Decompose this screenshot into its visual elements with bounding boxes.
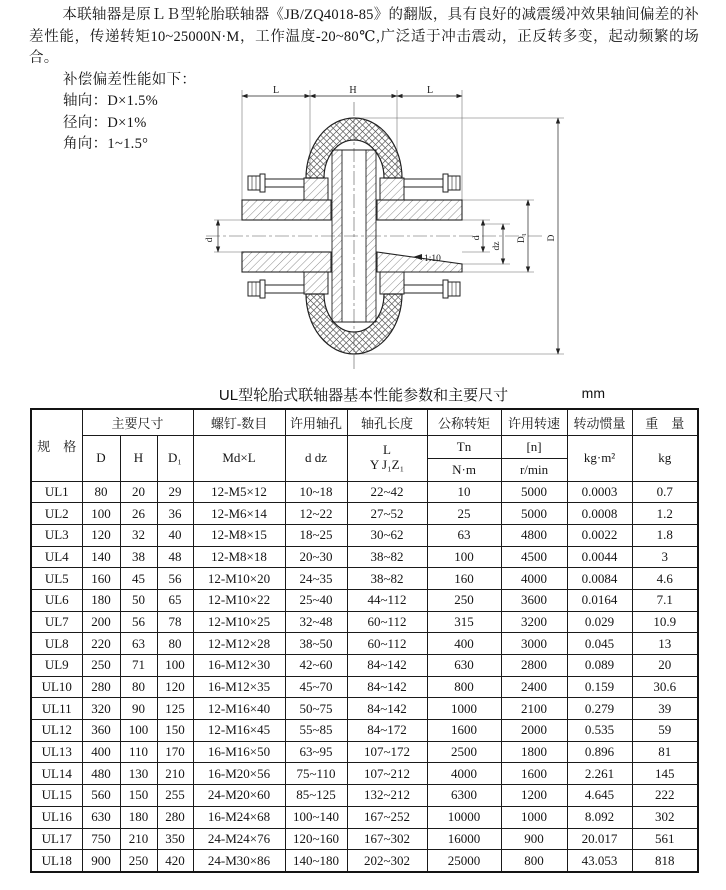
- dim-label-H: H: [349, 86, 357, 96]
- spec-cell: UL13: [31, 741, 82, 763]
- spec-cell: UL17: [31, 828, 82, 850]
- value-cell: 32: [120, 524, 157, 546]
- spec-cell: UL3: [31, 524, 82, 546]
- value-cell: 100: [427, 546, 501, 568]
- value-cell: 16-M20×56: [193, 763, 285, 785]
- value-cell: 280: [82, 676, 120, 698]
- value-cell: 120: [157, 676, 193, 698]
- header-speed-symbol: [n]: [501, 435, 567, 458]
- value-cell: 107~172: [347, 741, 427, 763]
- spec-cell: UL5: [31, 568, 82, 590]
- bore-length-types: Y J₁Z₁: [369, 457, 405, 472]
- value-cell: 12-M6×14: [193, 503, 285, 525]
- value-cell: 4.6: [632, 568, 698, 590]
- dim-label-D1: D₁: [517, 232, 527, 244]
- value-cell: 56: [120, 611, 157, 633]
- spec-cell: UL2: [31, 503, 82, 525]
- value-cell: 220: [82, 633, 120, 655]
- value-cell: 202~302: [347, 850, 427, 872]
- header-main-dims: 主要尺寸: [82, 409, 193, 435]
- value-cell: 12-M8×18: [193, 546, 285, 568]
- value-cell: 1000: [427, 698, 501, 720]
- spec-cell: UL16: [31, 806, 82, 828]
- spec-cell: UL18: [31, 850, 82, 872]
- value-cell: 120~160: [285, 828, 347, 850]
- value-cell: 24-M20×60: [193, 785, 285, 807]
- value-cell: 22~42: [347, 481, 427, 503]
- value-cell: 12-M16×40: [193, 698, 285, 720]
- header-inertia: 转动惯量: [567, 409, 632, 435]
- value-cell: 3600: [501, 589, 567, 611]
- value-cell: 0.0084: [567, 568, 632, 590]
- value-cell: 60~112: [347, 611, 427, 633]
- table-row: [31, 850, 698, 872]
- value-cell: 0.7: [632, 481, 698, 503]
- value-cell: 1.2: [632, 503, 698, 525]
- header-bore-length-sub: [347, 435, 427, 481]
- value-cell: 1000: [501, 806, 567, 828]
- header-inertia-unit: kg·m²: [567, 435, 632, 481]
- value-cell: 200: [82, 611, 120, 633]
- value-cell: 59: [632, 720, 698, 742]
- dim-label-d-right: d: [472, 235, 482, 241]
- spec-cell: UL10: [31, 676, 82, 698]
- table-header: [31, 409, 698, 481]
- value-cell: 63~95: [285, 741, 347, 763]
- bolt-upper-right: [404, 174, 460, 192]
- value-cell: 222: [632, 785, 698, 807]
- table-row: [31, 676, 698, 698]
- value-cell: 2100: [501, 698, 567, 720]
- value-cell: 0.0008: [567, 503, 632, 525]
- value-cell: 0.0003: [567, 481, 632, 503]
- value-cell: 3000: [501, 633, 567, 655]
- value-cell: 4800: [501, 524, 567, 546]
- value-cell: 180: [82, 589, 120, 611]
- value-cell: 16-M24×68: [193, 806, 285, 828]
- header-col-D1: D₁: [157, 435, 193, 481]
- value-cell: 63: [120, 633, 157, 655]
- table-row: [31, 611, 698, 633]
- header-screw: 螺钉-数目: [193, 409, 285, 435]
- value-cell: 0.0022: [567, 524, 632, 546]
- value-cell: 350: [157, 828, 193, 850]
- value-cell: 20: [632, 655, 698, 677]
- value-cell: 100: [157, 655, 193, 677]
- value-cell: 71: [120, 655, 157, 677]
- parameters-table: [30, 408, 699, 873]
- value-cell: 800: [427, 676, 501, 698]
- spec-cell: UL4: [31, 546, 82, 568]
- value-cell: 18~25: [285, 524, 347, 546]
- dim-label-dz: dz: [492, 241, 502, 251]
- value-cell: 180: [120, 806, 157, 828]
- spec-cell: UL12: [31, 720, 82, 742]
- value-cell: 0.535: [567, 720, 632, 742]
- taper-label: 1:10: [424, 254, 441, 264]
- table-caption-row: [30, 384, 697, 405]
- value-cell: 4000: [501, 568, 567, 590]
- value-cell: 210: [120, 828, 157, 850]
- value-cell: 100~140: [285, 806, 347, 828]
- value-cell: 110: [120, 741, 157, 763]
- table-row: [31, 741, 698, 763]
- value-cell: 4500: [501, 546, 567, 568]
- value-cell: 42~60: [285, 655, 347, 677]
- value-cell: 0.0164: [567, 589, 632, 611]
- value-cell: 7.1: [632, 589, 698, 611]
- value-cell: 5000: [501, 503, 567, 525]
- value-cell: 360: [82, 720, 120, 742]
- value-cell: 50: [120, 589, 157, 611]
- bolt-lower-left: [248, 280, 304, 298]
- bolt-upper-left: [248, 174, 304, 192]
- header-speed-unit: r/min: [501, 458, 567, 481]
- value-cell: 167~252: [347, 806, 427, 828]
- header-torque-symbol: Tn: [427, 435, 501, 458]
- header-weight: 重 量: [632, 409, 698, 435]
- value-cell: 16000: [427, 828, 501, 850]
- table-title: UL型轮胎式联轴器基本性能参数和主要尺寸: [218, 387, 509, 404]
- value-cell: 1600: [427, 720, 501, 742]
- value-cell: 24-M24×76: [193, 828, 285, 850]
- value-cell: 10~18: [285, 481, 347, 503]
- table-row: [31, 546, 698, 568]
- value-cell: 132~212: [347, 785, 427, 807]
- value-cell: 38~82: [347, 546, 427, 568]
- radial-spec: 径向：D×1%: [63, 114, 147, 131]
- value-cell: 480: [82, 763, 120, 785]
- value-cell: 75~110: [285, 763, 347, 785]
- spec-cell: UL15: [31, 785, 82, 807]
- value-cell: 400: [427, 633, 501, 655]
- value-cell: 250: [427, 589, 501, 611]
- value-cell: 140: [82, 546, 120, 568]
- value-cell: 2.261: [567, 763, 632, 785]
- value-cell: 1800: [501, 741, 567, 763]
- value-cell: 25000: [427, 850, 501, 872]
- value-cell: 320: [82, 698, 120, 720]
- value-cell: 81: [632, 741, 698, 763]
- value-cell: 250: [82, 655, 120, 677]
- value-cell: 25~40: [285, 589, 347, 611]
- value-cell: 4000: [427, 763, 501, 785]
- value-cell: 630: [427, 655, 501, 677]
- value-cell: 150: [157, 720, 193, 742]
- value-cell: 100: [120, 720, 157, 742]
- value-cell: 1600: [501, 763, 567, 785]
- value-cell: 24~35: [285, 568, 347, 590]
- value-cell: 20.017: [567, 828, 632, 850]
- value-cell: 167~302: [347, 828, 427, 850]
- table-row: [31, 589, 698, 611]
- value-cell: 24-M30×86: [193, 850, 285, 872]
- header-col-D: D: [82, 435, 120, 481]
- value-cell: 6300: [427, 785, 501, 807]
- value-cell: 12-M10×22: [193, 589, 285, 611]
- value-cell: 1200: [501, 785, 567, 807]
- value-cell: 560: [82, 785, 120, 807]
- table-row: [31, 806, 698, 828]
- spec-cell: UL8: [31, 633, 82, 655]
- value-cell: 25: [427, 503, 501, 525]
- value-cell: 900: [501, 828, 567, 850]
- spec-cell: UL9: [31, 655, 82, 677]
- axial-spec: 轴向：D×1.5%: [63, 93, 159, 109]
- value-cell: 170: [157, 741, 193, 763]
- value-cell: 20~30: [285, 546, 347, 568]
- value-cell: 10000: [427, 806, 501, 828]
- spec-cell: UL14: [31, 763, 82, 785]
- value-cell: 255: [157, 785, 193, 807]
- value-cell: 210: [157, 763, 193, 785]
- header-bore-sub: d dz: [285, 435, 347, 481]
- value-cell: 302: [632, 806, 698, 828]
- header-torque-unit: N·m: [427, 458, 501, 481]
- table-row: [31, 828, 698, 850]
- value-cell: 160: [82, 568, 120, 590]
- value-cell: 8.092: [567, 806, 632, 828]
- value-cell: 130: [120, 763, 157, 785]
- value-cell: 0.089: [567, 655, 632, 677]
- bore-length-symbol: L: [383, 442, 391, 458]
- spec-cell: UL7: [31, 611, 82, 633]
- spec-cell: UL11: [31, 698, 82, 720]
- value-cell: 38~50: [285, 633, 347, 655]
- value-cell: 12-M10×20: [193, 568, 285, 590]
- header-torque: 公称转矩: [427, 409, 501, 435]
- value-cell: 400: [82, 741, 120, 763]
- value-cell: 315: [427, 611, 501, 633]
- value-cell: 2800: [501, 655, 567, 677]
- header-speed: 许用转速: [501, 409, 567, 435]
- value-cell: 84~142: [347, 698, 427, 720]
- value-cell: 56: [157, 568, 193, 590]
- table-row: [31, 633, 698, 655]
- value-cell: 30~62: [347, 524, 427, 546]
- value-cell: 280: [157, 806, 193, 828]
- value-cell: 32~48: [285, 611, 347, 633]
- value-cell: 12-M16×45: [193, 720, 285, 742]
- table-row: [31, 655, 698, 677]
- value-cell: 65: [157, 589, 193, 611]
- value-cell: 0.029: [567, 611, 632, 633]
- value-cell: 50~75: [285, 698, 347, 720]
- value-cell: 3200: [501, 611, 567, 633]
- value-cell: 818: [632, 850, 698, 872]
- value-cell: 250: [120, 850, 157, 872]
- value-cell: 150: [120, 785, 157, 807]
- value-cell: 80: [82, 481, 120, 503]
- value-cell: 3: [632, 546, 698, 568]
- value-cell: 140~180: [285, 850, 347, 872]
- dim-label-L-right: L: [426, 86, 434, 96]
- value-cell: 0.045: [567, 633, 632, 655]
- value-cell: 13: [632, 633, 698, 655]
- value-cell: 0.0044: [567, 546, 632, 568]
- value-cell: 84~172: [347, 720, 427, 742]
- header-spec: 规 格: [31, 409, 82, 481]
- value-cell: 107~212: [347, 763, 427, 785]
- dim-label-L-left: L: [272, 86, 280, 96]
- value-cell: 63: [427, 524, 501, 546]
- value-cell: 20: [120, 481, 157, 503]
- value-cell: 38~82: [347, 568, 427, 590]
- value-cell: 16-M12×35: [193, 676, 285, 698]
- value-cell: 900: [82, 850, 120, 872]
- value-cell: 2500: [427, 741, 501, 763]
- value-cell: 39: [632, 698, 698, 720]
- value-cell: 5000: [501, 481, 567, 503]
- value-cell: 85~125: [285, 785, 347, 807]
- value-cell: 55~85: [285, 720, 347, 742]
- compensation-heading: 补偿偏差性能如下：: [63, 71, 197, 88]
- value-cell: 80: [120, 676, 157, 698]
- value-cell: 561: [632, 828, 698, 850]
- header-weight-unit: kg: [632, 435, 698, 481]
- value-cell: 10: [427, 481, 501, 503]
- value-cell: 16-M16×50: [193, 741, 285, 763]
- value-cell: 80: [157, 633, 193, 655]
- value-cell: 10.9: [632, 611, 698, 633]
- table-row: [31, 720, 698, 742]
- value-cell: 145: [632, 763, 698, 785]
- value-cell: 800: [501, 850, 567, 872]
- intro-paragraph: 本联轴器是原ＬＢ型轮胎联轴器《JB/ZQ4018-85》的翻版，具有良好的减震缓冲效果轴间偏差的补差性能，传递转矩10~25000N·M，工作温度-20~80℃,广泛适于冲击震动，正反转多变，起动频繁的场合。: [29, 7, 699, 66]
- value-cell: 38: [120, 546, 157, 568]
- value-cell: 160: [427, 568, 501, 590]
- value-cell: 2400: [501, 676, 567, 698]
- header-col-H: H: [120, 435, 157, 481]
- table-unit-label: mm: [581, 385, 605, 401]
- value-cell: 4.645: [567, 785, 632, 807]
- value-cell: 48: [157, 546, 193, 568]
- value-cell: 44~112: [347, 589, 427, 611]
- dim-label-D: D: [547, 234, 557, 242]
- value-cell: 30.6: [632, 676, 698, 698]
- value-cell: 125: [157, 698, 193, 720]
- value-cell: 45: [120, 568, 157, 590]
- value-cell: 100: [82, 503, 120, 525]
- value-cell: 29: [157, 481, 193, 503]
- header-bore: 许用轴孔: [285, 409, 347, 435]
- value-cell: 60~112: [347, 633, 427, 655]
- value-cell: 45~70: [285, 676, 347, 698]
- table-body: [31, 481, 698, 872]
- value-cell: 90: [120, 698, 157, 720]
- value-cell: 12-M5×12: [193, 481, 285, 503]
- table-row: [31, 503, 698, 525]
- table-row: [31, 763, 698, 785]
- value-cell: 84~142: [347, 676, 427, 698]
- spec-cell: UL1: [31, 481, 82, 503]
- header-bore-length: 轴孔长度: [347, 409, 427, 435]
- value-cell: 12~22: [285, 503, 347, 525]
- value-cell: 2000: [501, 720, 567, 742]
- value-cell: 0.159: [567, 676, 632, 698]
- table-row: [31, 568, 698, 590]
- value-cell: 120: [82, 524, 120, 546]
- dim-label-d-left: d: [205, 237, 215, 243]
- value-cell: 0.896: [567, 741, 632, 763]
- bolt-lower-right: [404, 280, 460, 298]
- table-row: [31, 785, 698, 807]
- value-cell: 0.279: [567, 698, 632, 720]
- value-cell: 12-M12×28: [193, 633, 285, 655]
- value-cell: 84~142: [347, 655, 427, 677]
- value-cell: 78: [157, 611, 193, 633]
- value-cell: 26: [120, 503, 157, 525]
- value-cell: 420: [157, 850, 193, 872]
- table-row: [31, 524, 698, 546]
- value-cell: 16-M12×30: [193, 655, 285, 677]
- value-cell: 36: [157, 503, 193, 525]
- table-row: [31, 481, 698, 503]
- value-cell: 750: [82, 828, 120, 850]
- value-cell: 12-M10×25: [193, 611, 285, 633]
- spec-cell: UL6: [31, 589, 82, 611]
- value-cell: 43.053: [567, 850, 632, 872]
- value-cell: 27~52: [347, 503, 427, 525]
- value-cell: 1.8: [632, 524, 698, 546]
- value-cell: 630: [82, 806, 120, 828]
- coupling-section-drawing: [200, 86, 580, 384]
- table-row: [31, 698, 698, 720]
- value-cell: 40: [157, 524, 193, 546]
- angular-spec: 角向：1~1.5°: [63, 136, 149, 152]
- value-cell: 12-M8×15: [193, 524, 285, 546]
- header-screw-sub: Md×L: [193, 435, 285, 481]
